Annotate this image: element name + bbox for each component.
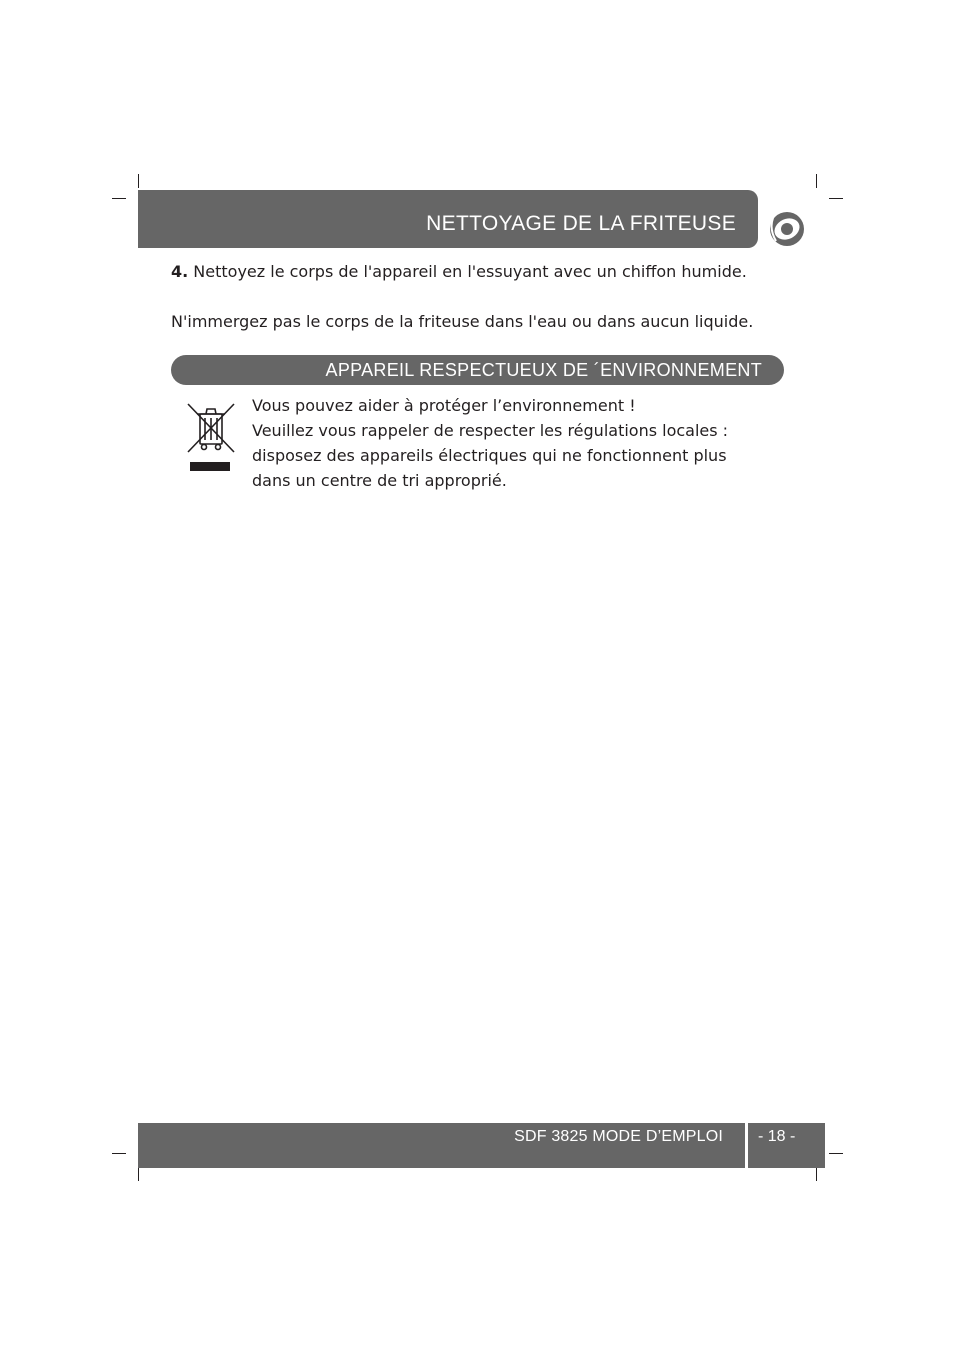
step-number: 4. <box>171 262 189 281</box>
crop-mark <box>829 1153 843 1154</box>
step-paragraph <box>171 262 747 281</box>
crossed-bin-icon <box>186 402 236 474</box>
environment-line: Vous pouvez aider à protéger l’environnement ! <box>252 396 636 415</box>
environment-line: disposez des appareils électriques qui ne fonctionnent plus <box>252 446 727 465</box>
crop-mark <box>816 174 817 188</box>
environment-text <box>252 393 728 493</box>
crop-mark <box>112 198 126 199</box>
environment-line: Veuillez vous rappeler de respecter les régulations locales : <box>252 421 729 440</box>
environment-line: dans un centre de tri approprié. <box>252 471 507 490</box>
page-number: - 18 - <box>758 1128 796 1145</box>
crop-mark <box>112 1153 126 1154</box>
section-header-bar <box>138 190 758 248</box>
environment-title: APPAREIL RESPECTUEUX DE ´ENVIRONNEMENT <box>325 360 762 380</box>
page-number-box <box>748 1123 825 1168</box>
page-title: NETTOYAGE DE LA FRITEUSE <box>426 212 736 235</box>
crop-mark <box>816 1167 817 1181</box>
step-text: Nettoyez le corps de l'appareil en l'essuyant avec un chiffon humide. <box>188 262 747 281</box>
crop-mark <box>829 198 843 199</box>
footer-model-text: SDF 3825 MODE D’EMPLOI <box>514 1128 723 1145</box>
warning-paragraph: N'immergez pas le corps de la friteuse dans l'eau ou dans aucun liquide. <box>171 312 754 331</box>
footer-bar <box>138 1123 745 1168</box>
crop-mark <box>138 174 139 188</box>
crop-mark <box>138 1167 139 1181</box>
brand-logo-icon <box>768 210 806 248</box>
environment-section-bar <box>171 355 784 385</box>
